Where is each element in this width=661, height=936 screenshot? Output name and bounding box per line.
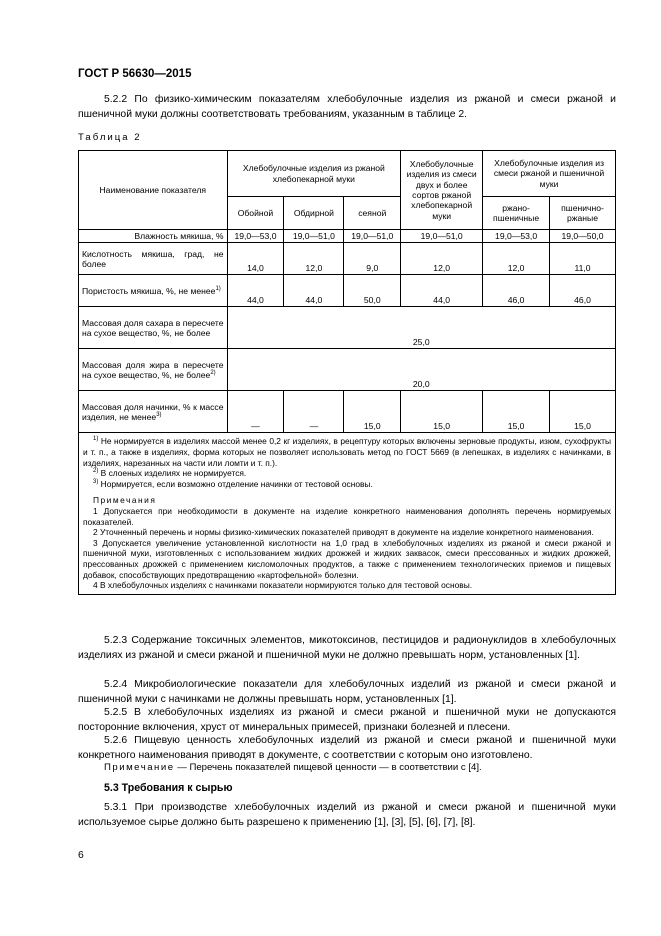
paragraph-5-2-5: 5.2.5 В хлебобулочных изделиях из ржаной и смеси ржаной и пшеничной муки не допускаются посторонние включения, хруст от минеральных примесей, признаки болезней и плесени. bbox=[78, 707, 616, 733]
cell-value: 50,0 bbox=[344, 275, 401, 307]
note-line bbox=[104, 762, 482, 773]
cell-value: 19,0—51,0 bbox=[284, 230, 344, 243]
footnote: $^{3)}$ Нормируется, если возможно отделение начинки от тестовой основы. bbox=[93, 478, 373, 489]
row-label: Массовая доля жира в пересчете на сухое вещество, %, не более$^{2)}$ bbox=[79, 349, 228, 391]
cell-value-merged: 20,0 bbox=[227, 349, 615, 391]
cell-value: 44,0 bbox=[227, 275, 284, 307]
cell-value: 44,0 bbox=[401, 275, 483, 307]
row-label: Массовая доля начинки, % к массе изделия, не менее$^{3)}$ bbox=[79, 391, 228, 433]
cell-value: 11,0 bbox=[550, 243, 616, 275]
header-oboynoy: Обойной bbox=[227, 197, 284, 230]
row-label: Пористость мякиша, %, не менее$^{1)}$ bbox=[79, 275, 228, 307]
notes-title: Примечания bbox=[93, 495, 157, 506]
footnote-mark: 2) bbox=[210, 370, 216, 377]
footnote: $^{1)}$ Не нормируется в изделиях массой менее 0,2 кг изделиях, в рецептуру которых включены зерновые продукты, изюм, сухофрукты и т. п., а также в изделиях, форма которых не позволяет использовать метод по ГОСТ 5669 (в лепешках, в изделиях с начинками, в изделиях, нарезанных на части или ломти и т. п.). bbox=[83, 436, 611, 468]
paragraph-5-3-1: 5.3.1 При производстве хлебобулочных изделий из ржаной и смеси ржаной и пшеничной муки используемое сырье должно быть разрешено к применению [1], [3], [5], [6], [7], [8]. bbox=[78, 802, 616, 828]
header-seyanoy: сеяной bbox=[344, 197, 401, 230]
cell-value: 19,0—53,0 bbox=[483, 230, 550, 243]
table-row bbox=[79, 349, 616, 391]
cell-value: 15,0 bbox=[550, 391, 616, 433]
header-group-rye-wheat: Хлебобулочные изделия из смеси ржаной и пшеничной муки bbox=[483, 151, 616, 197]
cell-value: — bbox=[284, 391, 344, 433]
cell-value: 44,0 bbox=[284, 275, 344, 307]
note-item: 3 Допускается увеличение установленной кислотности на 1,0 град в хлебобулочных изделиях из ржаной и смеси ржаной и пшеничной муки, изготовленных с использованием жидких дрожжей и жидких заквасок, смеси прессованных и жидких дрожжей, прессованных дрожжей с применением кисломолочных продуктов, а также с применением технологических приемов и пищевых добавок, способствующих предотвращению «картофельной» болезни. bbox=[83, 537, 611, 580]
footnote-mark: 3) bbox=[156, 412, 162, 419]
paragraph-5-2-2: 5.2.2 По физико-химическим показателям хлебобулочные изделия из ржаной и смеси ржаной и пшеничной муки должны соответствовать требованиям, указанным в таблице 2. bbox=[78, 94, 616, 120]
cell-value: 12,0 bbox=[483, 243, 550, 275]
note-item: 4 В хлебобулочных изделиях с начинками показатели нормируются только для тестовой основы. bbox=[93, 580, 473, 591]
page-number: 6 bbox=[78, 850, 84, 861]
footnote: $^{2)}$ В слоеных изделиях не нормируется. bbox=[93, 468, 247, 479]
cell-value: — bbox=[227, 391, 284, 433]
header-wheat-rye: пшенично-ржаные bbox=[550, 197, 616, 230]
section-title: 5.3 Требования к сырью bbox=[104, 782, 233, 794]
cell-value: 15,0 bbox=[401, 391, 483, 433]
document-header: ГОСТ Р 56630—2015 bbox=[78, 68, 192, 80]
table-row bbox=[79, 391, 616, 433]
paragraph-5-2-6: 5.2.6 Пищевую ценность хлебобулочных изделий из ржаной и смеси ржаной и пшеничной муки конкретного наименования приводят в документе, с соответствии с которым оно изготовлено. bbox=[78, 735, 616, 761]
cell-value-merged: 25,0 bbox=[227, 307, 615, 349]
cell-value: 14,0 bbox=[227, 243, 284, 275]
cell-value: 46,0 bbox=[483, 275, 550, 307]
note-label: Примечание bbox=[104, 762, 175, 773]
note-item: 2 Уточненный перечень и нормы физико-химических показателей приводят в документе на изделие конкретного наименования. bbox=[93, 527, 594, 538]
footnote-mark: 1) bbox=[215, 285, 221, 292]
cell-value: 19,0—51,0 bbox=[344, 230, 401, 243]
table-notes bbox=[79, 433, 616, 594]
cell-value: 19,0—50,0 bbox=[550, 230, 616, 243]
header-obdirnoy: Обдирной bbox=[284, 197, 344, 230]
cell-value: 46,0 bbox=[550, 275, 616, 307]
cell-value: 19,0—51,0 bbox=[401, 230, 483, 243]
cell-value: 12,0 bbox=[401, 243, 483, 275]
table-row bbox=[79, 230, 616, 243]
row-label: Влажность мякиша, % bbox=[79, 230, 228, 243]
cell-value: 15,0 bbox=[344, 391, 401, 433]
cell-value: 19,0—53,0 bbox=[227, 230, 284, 243]
header-rye-wheat: ржано-пшеничные bbox=[483, 197, 550, 230]
table-caption: Таблица 2 bbox=[78, 132, 142, 143]
header-indicator-name: Наименование показателя bbox=[79, 151, 228, 230]
cell-value: 15,0 bbox=[483, 391, 550, 433]
note-text: — Перечень показателей пищевой ценности — в соответствии с [4]. bbox=[174, 762, 482, 773]
table-row bbox=[79, 243, 616, 275]
header-group-rye: Хлебобулочные изделия из ржаной хлебопекарной муки bbox=[227, 151, 401, 197]
table-row bbox=[79, 275, 616, 307]
note-item: 1 Допускается при необходимости в документе на изделие конкретного наименования дополнять перечень нормируемых показателей. bbox=[83, 505, 611, 527]
paragraph-5-2-3: 5.2.3 Содержание токсичных элементов, микотоксинов, пестицидов и радионуклидов в хлебобулочных изделиях из ржаной и смеси ржаной и пшеничной муки не должно превышать норм, установленных [1]. bbox=[78, 635, 616, 661]
table-row bbox=[79, 307, 616, 349]
row-label: Кислотность мякиша, град, не более bbox=[79, 243, 228, 275]
table-2 bbox=[78, 150, 616, 595]
header-group-mix-two: Хлебобулочные изделия из смеси двух и более сортов ржаной хлебопекарной муки bbox=[401, 151, 483, 230]
paragraph-5-2-4: 5.2.4 Микробиологические показатели для хлебобулочных изделий из ржаной и смеси ржаной и пшеничной муки с начинками не должны превышать норм, установленных [1]. bbox=[78, 679, 616, 705]
cell-value: 12,0 bbox=[284, 243, 344, 275]
cell-value: 9,0 bbox=[344, 243, 401, 275]
row-label: Массовая доля сахара в пересчете на сухое вещество, %, не более bbox=[79, 307, 228, 349]
